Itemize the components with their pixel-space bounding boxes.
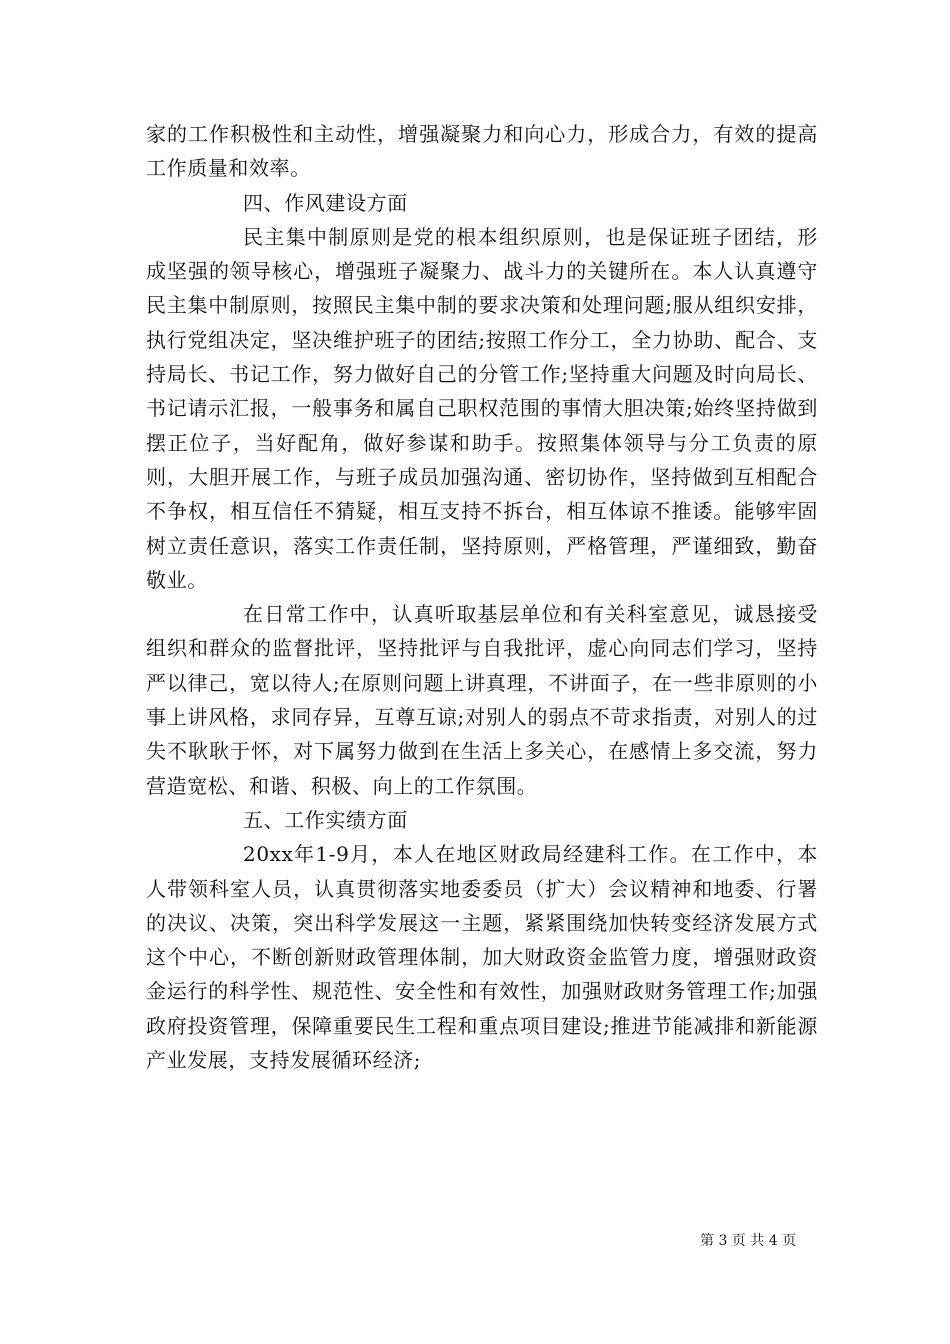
section-heading-performance: 五、工作实绩方面 [243, 807, 408, 832]
page-number-footer: 第 3 页 共 4 页 [700, 1233, 797, 1249]
paragraph-democratic-centralism: 民主集中制原则是党的根本组织原则，也是保证班子团结，形成坚强的领导核心，增强班子凝聚力、战斗力的关键所在。本人认真遵守民主集中制原则，按照民主集中制的要求决策和处理问题;服从组织安排，执行党组决定，坚决维护班子的团结;按照工作分工，全力协助、配合、支持局长、书记工作，努力做好自己的分管工作;坚持重大问题及时向局长、书记请示汇报，一般事务和属自己职权范围的事情大胆决策;始终坚持做到摆正位子，当好配角，做好参谋和助手。按照集体领导与分工负责的原则，大胆开展工作，与班子成员加强沟通、密切协作，坚持做到互相配合不争权，相互信任不猜疑，相互支持不拆台，相互体谅不推诿。能够牢固树立责任意识，落实工作责任制，坚持原则，严格管理，严谨细致，勤奋敬业。 [146, 224, 818, 592]
paragraph-work-performance: 20xx年1-9月，本人在地区财政局经建科工作。在工作中，本人带领科室人员，认真贯彻落实地委委员（扩大）会议精神和地委、行署的决议、决策，突出科学发展这一主题，紧紧围绕加快转变经济发展方式这个中心，不断创新财政管理体制，加大财政资金监管力度，增强财政资金运行的科学性、规范性、安全性和有效性，加强财政财务管理工作;加强政府投资管理，保障重要民生工程和重点项目建设;推进节能减排和新能源产业发展，支持发展循环经济; [146, 842, 818, 1073]
document-body [146, 117, 818, 1077]
paragraph-daily-work: 在日常工作中，认真听取基层单位和有关科室意见，诚恳接受组织和群众的监督批评，坚持批评与自我批评，虚心向同志们学习，坚持严以律己，宽以待人;在原则问题上讲真理，不讲面子，在一些非原则的小事上讲风格，求同存异，互尊互谅;对别人的弱点不苛求指责，对别人的过失不耿耿于怀，对下属努力做到在生活上多关心，在感情上多交流，努力营造宽松、和谐、积极、向上的工作氛围。 [146, 602, 818, 798]
section-heading-style: 四、作风建设方面 [243, 190, 408, 215]
paragraph-continuation: 家的工作积极性和主动性，增强凝聚力和向心力，形成合力，有效的提高工作质量和效率。 [146, 122, 818, 181]
